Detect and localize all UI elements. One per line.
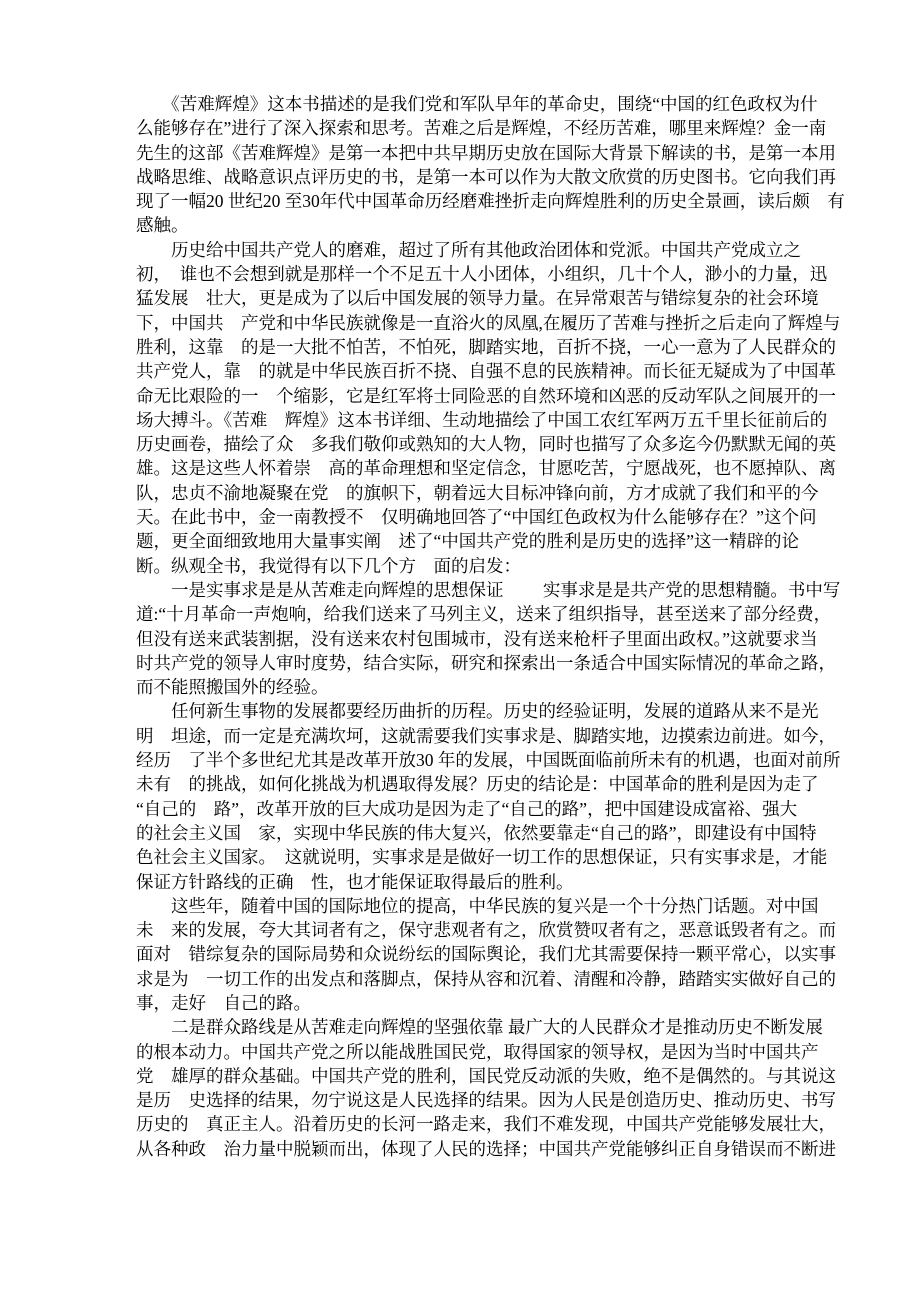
text-line: 是历 史选择的结果，勿宁说这是人民选择的结果。因为人民是创造历史、推动历史、书写 (136, 1090, 836, 1111)
text-line: 色社会主义国家。 这就说明，实事求是是做好一切工作的思想保证，只有实事求是，才能 (136, 847, 828, 868)
text-line: 一是实事求是是从苦难走向辉煌的思想保证 实事求是是共产党的思想精髓。书中写 (136, 579, 841, 600)
text-line: 历史给中国共产党人的磨难，超过了所有其他政治团体和党派。中国共产党成立之 (136, 239, 801, 260)
text-line: 先生的这部《苦难辉煌》是第一本把中共早期历史放在国际大背景下解读的书，是第一本用 (136, 142, 836, 163)
text-line: 队，忠贞不渝地凝聚在党 的旗帜下，朝着远大目标冲锋向前，方才成就了我们和平的今 (136, 482, 819, 503)
text-line: 初， 谁也不会想到就是那样一个不足五十人小团体，小组织，几十个人，渺小的力量，迅 (136, 264, 828, 285)
text-line: 场大搏斗。《苦难 辉煌》这本书详细、生动地描绘了中国工农红军两万五千里长征前后的 (136, 409, 828, 430)
text-line: 求是为 一切工作的出发点和落脚点，保持从容和沉着、清醒和冷静，踏踏实实做好自己的 (136, 968, 836, 989)
paragraph (136, 699, 841, 893)
text-line: 题，更全面细致地用大量事实阐 述了“中国共产党的胜利是历史的选择”这一精辟的论 (136, 531, 800, 552)
text-line: 么能够存在”进行了深入探索和思考。苦难之后是辉煌，不经历苦难，哪里来辉煌？金一南 (136, 118, 827, 139)
paragraph (136, 578, 841, 699)
text-line: 的社会主义国 家，实现中华民族的伟大复兴，依然要靠走“自己的路”，即建设有中国特 (136, 822, 817, 843)
text-line: 时共产党的领导人审时度势，结合实际，研究和探索出一条适合中国实际情况的革命之路， (136, 652, 836, 673)
paragraph (136, 92, 845, 238)
text-line: 历史的 真正主人。沿着历史的长河一路走来，我们不难发现，中国共产党能够发展壮大， (136, 1114, 836, 1135)
paragraph (136, 894, 836, 1015)
text-line: 保证方针路线的正确 性，也才能保证取得最后的胜利。 (136, 871, 574, 892)
text-line: 《苦难辉煌》这本书描述的是我们党和军队早年的革命史，围绕“中国的红色政权为什 (136, 94, 818, 114)
text-line: 的根本动力。中国共产党之所以能战胜国民党，取得国家的领导权，是因为当时中国共产 (136, 1041, 819, 1062)
text-line: 胜利，这靠 的是一大批不怕苦，不怕死，脚踏实地，百折不挠，一心一意为了人民群众的 (136, 336, 836, 357)
paragraph (136, 238, 841, 578)
text-line: 而不能照搬国外的经验。 (136, 677, 329, 698)
text-line: 猛发展 壮大，更是成为了以后中国发展的领导力量。在异常艰苦与错综复杂的社会环境 (136, 288, 819, 309)
text-line: 从各种政 治力量中脱颖而出，体现了人民的选择；中国共产党能够纠正自身错误而不断进 (136, 1138, 836, 1159)
text-line: 战略思维、战略意识点评历史的书，是第一本可以作为大散文欣赏的历史图书。它向我们再 (136, 166, 836, 187)
text-line: 下，中国共 产党和中华民族就像是一直浴火的凤凰,在履历了苦难与挫折之后走向了辉煌与 (136, 312, 841, 333)
text-line: 事，走好 自己的路。 (136, 992, 311, 1013)
text-line: 未有 的挑战，如何化挑战为机遇取得发展？历史的结论是：中国革命的胜利是因为走了 (136, 774, 819, 795)
text-line: 雄。这是这些人怀着崇 高的革命理想和坚定信念，甘愿吃苦，宁愿战死，也不愿掉队、离 (136, 458, 836, 479)
text-line: 历史画卷，描绘了众 多我们敬仰或熟知的大人物，同时也描写了众多迄今仍默默无闻的英 (136, 434, 836, 455)
text-line: 断。纵观全书，我觉得有以下几个方 面的启发： (136, 555, 521, 576)
text-line: 明 坦途，而一定是充满坎坷，这就需要我们实事求是、脚踏实地，边摸索边前进。如今， (136, 725, 836, 746)
text-line: 任何新生事物的发展都要经历曲折的历程。历史的经验证明，发展的道路从来不是光 (136, 701, 819, 722)
text-line: 未 来的发展，夸大其词者有之，保守悲观者有之，欣赏赞叹者有之，恶意诋毁者有之。而 (136, 920, 836, 941)
text-line: 面对 错综复杂的国际局势和众说纷纭的国际舆论，我们尤其需要保持一颗平常心，以实事 (136, 944, 836, 965)
text-line: 这些年，随着中国的国际地位的提高，中华民族的复兴是一个十分热门话题。对中国 (136, 895, 819, 916)
text-line: 感触。 (136, 215, 189, 236)
paragraph (136, 1015, 836, 1161)
text-line: “自己的 路”，改革开放的巨大成功是因为走了“自己的路”，把中国建设成富裕、强大 (136, 798, 798, 819)
text-line: 共产党人，靠 的就是中华民族百折不挠、自强不息的民族精神。而长征无疑成为了中国革 (136, 361, 836, 382)
text-line: 二是群众路线是从苦难走向辉煌的坚强依靠 最广大的人民群众才是推动历史不断发展 (136, 1017, 823, 1038)
text-line: 党 雄厚的群众基础。中国共产党的胜利，国民党反动派的失败，绝不是偶然的。与其说这 (136, 1065, 836, 1086)
text-line: 命无比艰险的一 个缩影，它是红军将士同险恶的自然环境和凶恶的反动军队之间展开的一 (136, 385, 836, 406)
text-line: 天。在此书中，金一南教授不 仅明确地回答了“中国红色政权为什么能够存在？”这个问 (136, 507, 817, 528)
text-line: 现了一幅20 世纪20 至30年代中国革命历经磨难挫折走向辉煌胜利的历史全景画，读后颇 有 (136, 191, 845, 212)
text-line: 经历 了半个多世纪尤其是改革开放30 年的发展，中国既面临前所未有的机遇，也面对前所 (136, 750, 841, 771)
document-text (136, 92, 845, 1161)
text-line: 但没有送来武装割据，没有送来农村包围城市，没有送来枪杆子里面出政权。”这就要求当 (136, 628, 818, 649)
text-line: 道:“十月革命一声炮响，给我们送来了马列主义，送来了组织指导，甚至送来了部分经费， (136, 604, 832, 625)
